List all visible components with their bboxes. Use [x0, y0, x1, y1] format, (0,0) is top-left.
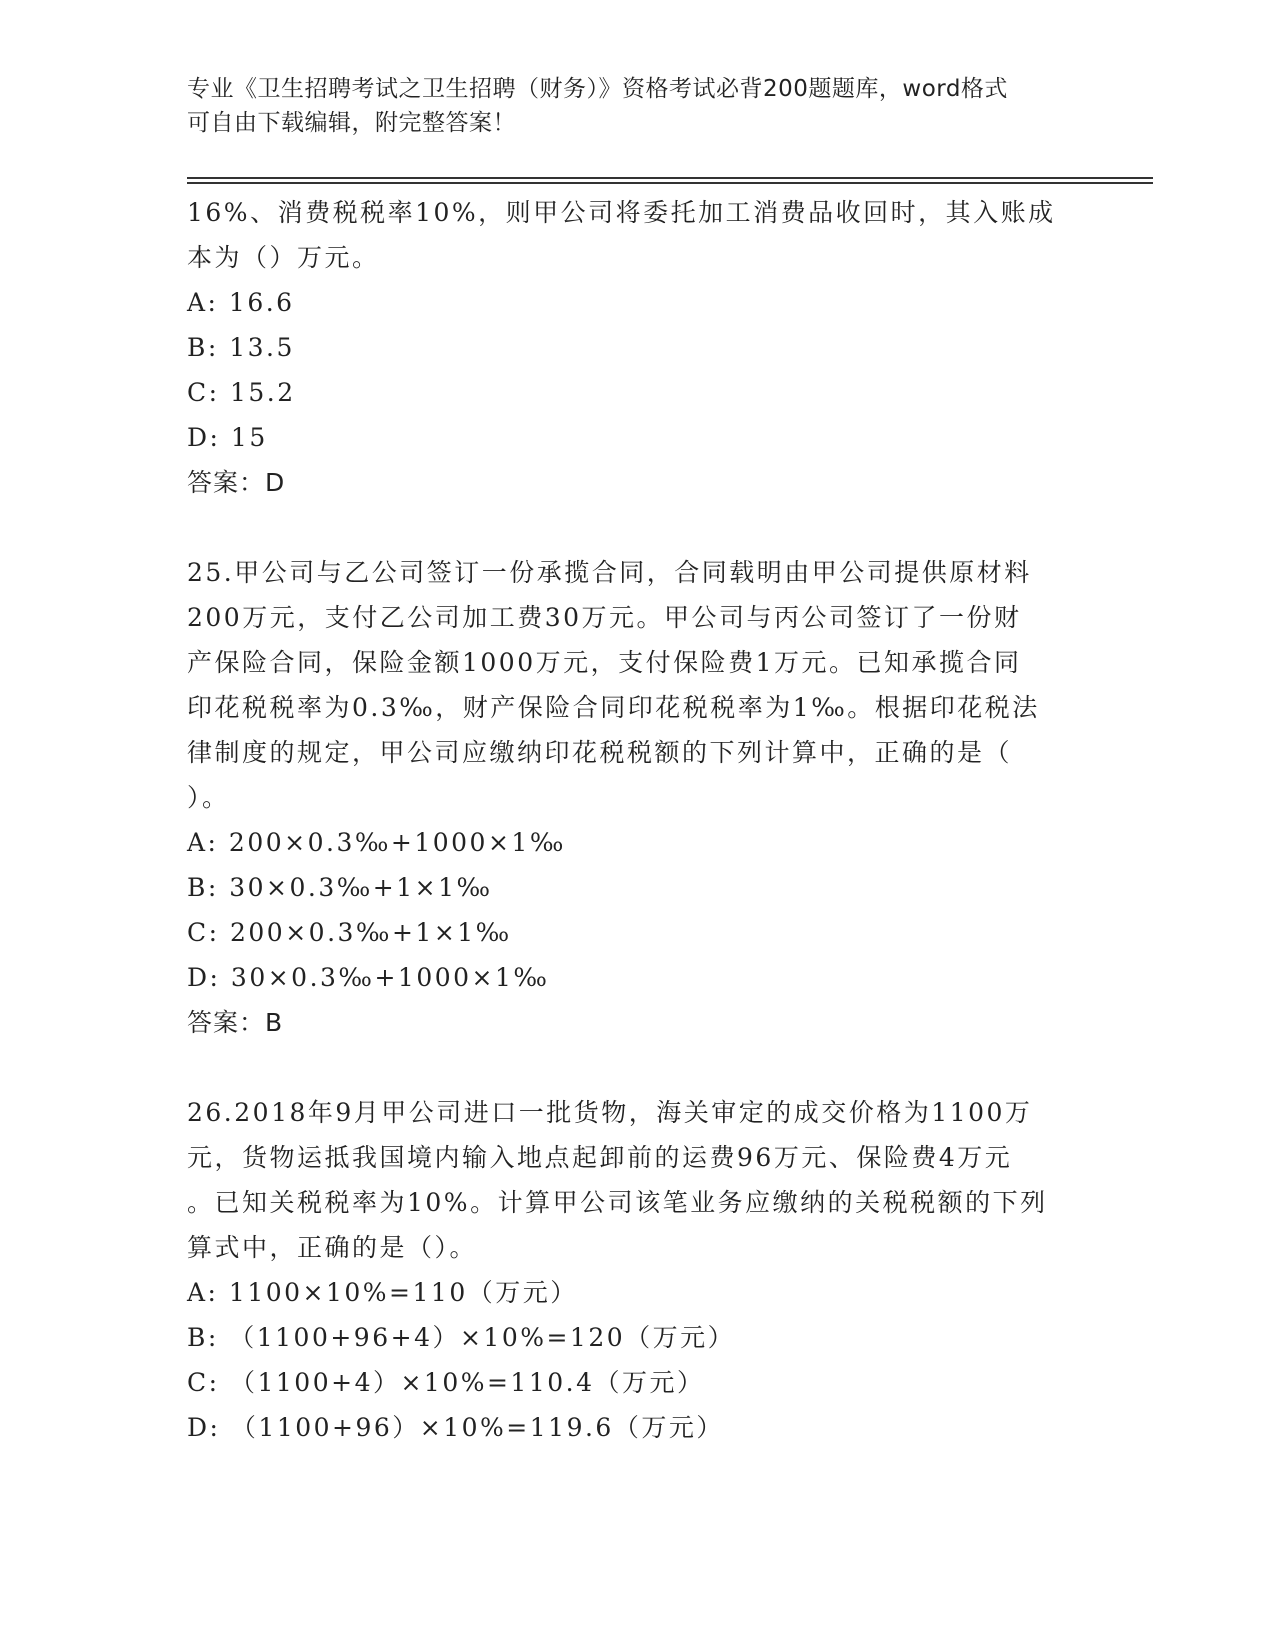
option-c: C: 200×0.3‰+1×1‰: [187, 918, 512, 947]
option-a: A: 16.6: [187, 288, 295, 317]
option-d: D: （1100+96）×10%=119.6（万元）: [187, 1413, 724, 1442]
question-text-line: 产保险合同，保险金额1000万元，支付保险费1万元。已知承揽合同: [187, 648, 1022, 677]
document-header: [187, 72, 1087, 140]
question-text-line: 本为（）万元。: [187, 243, 380, 272]
option-b: B: （1100+96+4）×10%=120（万元）: [187, 1323, 736, 1352]
option-a: A: 200×0.3‰+1000×1‰: [187, 828, 566, 857]
spacer: [187, 505, 1087, 550]
question-25: [187, 550, 1087, 1045]
question-text-line: ）。: [187, 783, 230, 812]
question-text-line: 16%、消费税税率10%，则甲公司将委托加工消费品收回时，其入账成: [187, 198, 1056, 227]
question-text-line: 律制度的规定，甲公司应缴纳印花税税额的下列计算中，正确的是（: [187, 738, 1013, 767]
option-b: B: 30×0.3‰+1×1‰: [187, 873, 493, 902]
spacer: [187, 1045, 1087, 1090]
header-divider-top: [187, 177, 1153, 179]
option-a: A: 1100×10%=110（万元）: [187, 1278, 578, 1307]
header-line-1: 专业《卫生招聘考试之卫生招聘（财务）》资格考试必背200题题库，word格式: [187, 76, 1008, 102]
question-24: [187, 190, 1087, 505]
option-d: D: 15: [187, 423, 268, 452]
question-text-line: 25.甲公司与乙公司签订一份承揽合同，合同载明由甲公司提供原材料: [187, 558, 1032, 587]
question-text-line: 元，货物运抵我国境内输入地点起卸前的运费96万元、保险费4万元: [187, 1143, 1013, 1172]
answer: 答案：B: [187, 1008, 284, 1037]
question-text-line: 26.2018年9月甲公司进口一批货物，海关审定的成交价格为1100万: [187, 1098, 1033, 1127]
option-d: D: 30×0.3‰+1000×1‰: [187, 963, 550, 992]
question-text-line: 200万元，支付乙公司加工费30万元。甲公司与丙公司签订了一份财: [187, 603, 1022, 632]
question-list: [187, 190, 1087, 1450]
answer: 答案：D: [187, 468, 286, 497]
question-text-line: 印花税税率为0.3‰，财产保险合同印花税税率为1‰。根据印花税法: [187, 693, 1040, 722]
header-divider-bottom: [187, 182, 1153, 184]
option-b: B: 13.5: [187, 333, 295, 362]
question-26: [187, 1090, 1087, 1450]
option-c: C: 15.2: [187, 378, 296, 407]
header-line-2: 可自由下载编辑，附完整答案！: [187, 110, 516, 136]
question-text-line: 。已知关税税率为10%。计算甲公司该笔业务应缴纳的关税税额的下列: [187, 1188, 1048, 1217]
question-text-line: 算式中，正确的是（）。: [187, 1233, 478, 1262]
option-c: C: （1100+4）×10%=110.4（万元）: [187, 1368, 705, 1397]
